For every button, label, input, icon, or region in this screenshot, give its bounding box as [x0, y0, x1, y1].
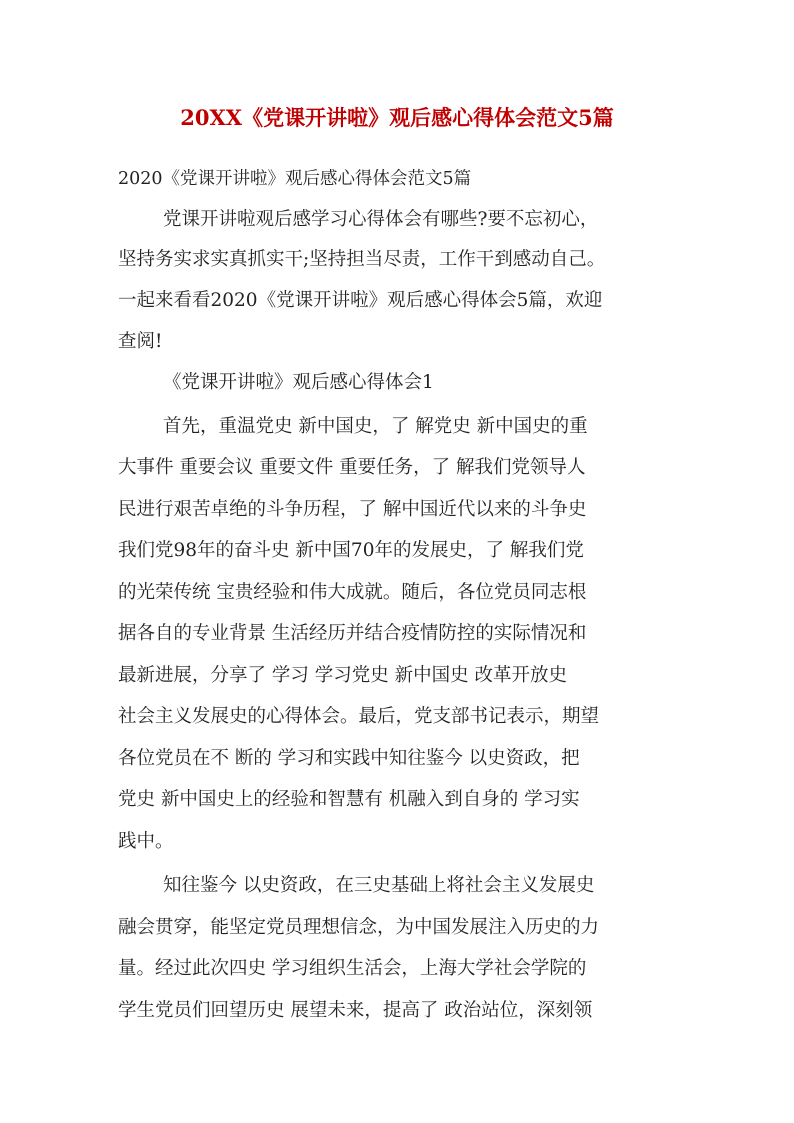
paragraph-line: 各位党员在不 断的 学习和实践中知往鉴今 以史资政，把	[118, 748, 580, 769]
paragraph-line: 学生党员们回望历史 展望未来，提高了 政治站位，深刻领	[118, 1000, 593, 1021]
document-title: 20XX《党课开讲啦》观后感心得体会范文5篇	[180, 105, 614, 130]
paragraph-line: 知往鉴今 以史资政，在三史基础上将社会主义发展史	[163, 875, 595, 896]
document-subtitle: 2020《党课开讲啦》观后感心得体会范文5篇	[118, 169, 472, 189]
paragraph-line: 社会主义发展史的心得体会。最后，党支部书记表示，期望	[118, 706, 600, 727]
paragraph-line: 党史 新中国史上的经验和智慧有 机融入到自身的 学习实	[118, 789, 580, 810]
paragraph-line: 的光荣传统 宝贵经验和伟大成就。随后，各位党员同志根	[118, 582, 587, 603]
section-heading: 《党课开讲啦》观后感心得体会1	[163, 372, 434, 393]
intro-line: 一起来看看2020《党课开讲啦》观后感心得体会5篇，欢迎	[118, 290, 603, 311]
paragraph-line: 大事件 重要会议 重要文件 重要任务，了 解我们党领导人	[118, 457, 586, 478]
intro-line: 查阅!	[118, 331, 163, 352]
intro-line: 党课开讲啦观后感学习心得体会有哪些?要不忘初心，	[163, 209, 599, 230]
paragraph-line: 践中。	[118, 831, 174, 852]
paragraph-line: 据各自的专业背景 生活经历并结合疫情防控的实际情况和	[118, 623, 587, 644]
paragraph-line: 最新进展，分享了 学习 学习党史 新中国史 改革开放史	[118, 665, 568, 686]
paragraph-line: 首先，重温党史 新中国史，了 解党史 新中国史的重	[163, 416, 588, 437]
paragraph-line: 我们党98年的奋斗史 新中国70年的发展史，了 解我们党	[118, 540, 584, 561]
intro-line: 坚持务实求实真抓实干;坚持担当尽责，工作干到感动自己。	[118, 249, 606, 270]
paragraph-line: 融会贯穿，能坚定党员理想信念，为中国发展注入历史的力	[118, 917, 600, 938]
paragraph-line: 民进行艰苦卓绝的斗争历程，了 解中国近代以来的斗争史	[118, 499, 587, 520]
paragraph-line: 量。经过此次四史 学习组织生活会，上海大学社会学院的	[118, 958, 587, 979]
